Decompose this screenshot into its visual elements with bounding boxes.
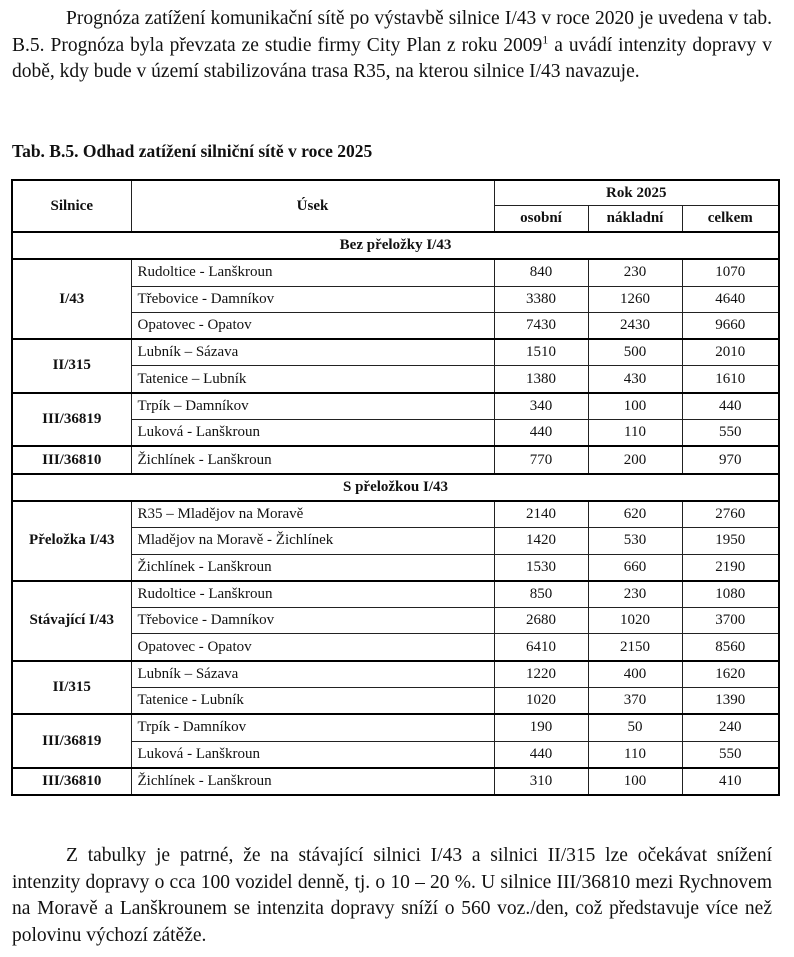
total-value: 9660 bbox=[682, 312, 779, 339]
footnote-reference[interactable]: 1 bbox=[542, 32, 549, 46]
intro-text: Prognóza zatížení komunikační sítě po výstavbě silnice I/43 v roce 2020 je uvedena v tab. B.5. Prognóza byla převzata ze studie firmy City Plan z roku 2009 bbox=[12, 8, 772, 56]
trucks-value: 500 bbox=[588, 339, 682, 366]
trucks-value: 370 bbox=[588, 688, 682, 715]
table-body bbox=[12, 232, 779, 795]
road-name: III/36810 bbox=[12, 768, 131, 795]
trucks-value: 230 bbox=[588, 259, 682, 286]
trucks-value: 200 bbox=[588, 446, 682, 473]
segment-name: Žichlínek - Lanškroun bbox=[131, 768, 494, 795]
total-value: 550 bbox=[682, 420, 779, 447]
segment-name: Lubník – Sázava bbox=[131, 339, 494, 366]
header-nakladni: nákladní bbox=[588, 206, 682, 233]
segment-name: Luková - Lanškroun bbox=[131, 741, 494, 768]
total-value: 3700 bbox=[682, 608, 779, 634]
cars-value: 3380 bbox=[494, 286, 588, 312]
trucks-value: 230 bbox=[588, 581, 682, 608]
cars-value: 440 bbox=[494, 420, 588, 447]
table-caption: Tab. B.5. Odhad zatížení silniční sítě v roce 2025 bbox=[12, 141, 373, 161]
trucks-value: 2150 bbox=[588, 634, 682, 661]
trucks-value: 100 bbox=[588, 768, 682, 795]
trucks-value: 2430 bbox=[588, 312, 682, 339]
road-name: I/43 bbox=[12, 259, 131, 339]
total-value: 410 bbox=[682, 768, 779, 795]
header-rok: Rok 2025 bbox=[494, 180, 779, 206]
cars-value: 190 bbox=[494, 714, 588, 741]
total-value: 4640 bbox=[682, 286, 779, 312]
trucks-value: 430 bbox=[588, 366, 682, 393]
segment-name: Opatovec - Opatov bbox=[131, 634, 494, 661]
cars-value: 1530 bbox=[494, 554, 588, 581]
segment-name: Trpík – Damníkov bbox=[131, 393, 494, 420]
cars-value: 340 bbox=[494, 393, 588, 420]
road-name: III/36819 bbox=[12, 393, 131, 447]
segment-name: Třebovice - Damníkov bbox=[131, 608, 494, 634]
trucks-value: 400 bbox=[588, 661, 682, 688]
cars-value: 7430 bbox=[494, 312, 588, 339]
total-value: 1620 bbox=[682, 661, 779, 688]
road-name: II/315 bbox=[12, 339, 131, 393]
trucks-value: 100 bbox=[588, 393, 682, 420]
section-title: Bez přeložky I/43 bbox=[12, 232, 779, 259]
total-value: 550 bbox=[682, 741, 779, 768]
header-celkem: celkem bbox=[682, 206, 779, 233]
segment-name: Luková - Lanškroun bbox=[131, 420, 494, 447]
cars-value: 850 bbox=[494, 581, 588, 608]
trucks-value: 620 bbox=[588, 501, 682, 528]
intro-paragraph bbox=[12, 6, 772, 86]
segment-name: Lubník – Sázava bbox=[131, 661, 494, 688]
segment-name: Mladějov na Moravě - Žichlínek bbox=[131, 528, 494, 554]
conclusion-paragraph: Z tabulky je patrné, že na stávající silnici I/43 a silnici II/315 lze očekávat snížení intenzity dopravy o cca 100 vozidel denně, tj. o 10 – 20 %. U silnice III/36810 mezi Rychnovem na Moravě a Lanškrounem se intenzita dopravy sníží o 560 voz./den, což představuje více než polovinu výchozí zátěže. bbox=[12, 845, 772, 946]
cars-value: 1020 bbox=[494, 688, 588, 715]
segment-name: Žichlínek - Lanškroun bbox=[131, 554, 494, 581]
table-header bbox=[12, 180, 779, 232]
trucks-value: 1020 bbox=[588, 608, 682, 634]
cars-value: 440 bbox=[494, 741, 588, 768]
road-name: III/36819 bbox=[12, 714, 131, 768]
segment-name: Žichlínek - Lanškroun bbox=[131, 446, 494, 473]
table-row bbox=[12, 446, 779, 473]
total-value: 970 bbox=[682, 446, 779, 473]
segment-name: Třebovice - Damníkov bbox=[131, 286, 494, 312]
segment-name: Opatovec - Opatov bbox=[131, 312, 494, 339]
table-row bbox=[12, 714, 779, 741]
total-value: 1390 bbox=[682, 688, 779, 715]
total-value: 240 bbox=[682, 714, 779, 741]
road-name: III/36810 bbox=[12, 446, 131, 473]
total-value: 1950 bbox=[682, 528, 779, 554]
trucks-value: 530 bbox=[588, 528, 682, 554]
segment-name: R35 – Mladějov na Moravě bbox=[131, 501, 494, 528]
header-osobni: osobní bbox=[494, 206, 588, 233]
total-value: 440 bbox=[682, 393, 779, 420]
road-name: Přeložka I/43 bbox=[12, 501, 131, 581]
section-row bbox=[12, 474, 779, 501]
segment-name: Tatenice – Lubník bbox=[131, 366, 494, 393]
cars-value: 1510 bbox=[494, 339, 588, 366]
total-value: 2190 bbox=[682, 554, 779, 581]
table-row bbox=[12, 768, 779, 795]
trucks-value: 110 bbox=[588, 741, 682, 768]
cars-value: 310 bbox=[494, 768, 588, 795]
table-row bbox=[12, 661, 779, 688]
road-name: II/315 bbox=[12, 661, 131, 715]
trucks-value: 1260 bbox=[588, 286, 682, 312]
table-row bbox=[12, 393, 779, 420]
table-row bbox=[12, 259, 779, 286]
total-value: 1080 bbox=[682, 581, 779, 608]
segment-name: Rudoltice - Lanškroun bbox=[131, 581, 494, 608]
total-value: 8560 bbox=[682, 634, 779, 661]
cars-value: 770 bbox=[494, 446, 588, 473]
cars-value: 1220 bbox=[494, 661, 588, 688]
cars-value: 1380 bbox=[494, 366, 588, 393]
header-silnice: Silnice bbox=[12, 180, 131, 232]
trucks-value: 50 bbox=[588, 714, 682, 741]
cars-value: 6410 bbox=[494, 634, 588, 661]
total-value: 1070 bbox=[682, 259, 779, 286]
segment-name: Tatenice - Lubník bbox=[131, 688, 494, 715]
section-row bbox=[12, 232, 779, 259]
trucks-value: 660 bbox=[588, 554, 682, 581]
cars-value: 840 bbox=[494, 259, 588, 286]
table-row bbox=[12, 339, 779, 366]
total-value: 1610 bbox=[682, 366, 779, 393]
road-name: Stávající I/43 bbox=[12, 581, 131, 661]
total-value: 2010 bbox=[682, 339, 779, 366]
header-usek: Úsek bbox=[131, 180, 494, 232]
segment-name: Rudoltice - Lanškroun bbox=[131, 259, 494, 286]
section-title: S přeložkou I/43 bbox=[12, 474, 779, 501]
intro-text-continued: a uvádí intenzity dopravy v době, kdy bude v území stabilizována trasa R35, na kterou silnice I/43 navazuje. bbox=[12, 34, 772, 82]
table-row bbox=[12, 501, 779, 528]
table-row bbox=[12, 581, 779, 608]
total-value: 2760 bbox=[682, 501, 779, 528]
segment-name: Trpík - Damníkov bbox=[131, 714, 494, 741]
cars-value: 2680 bbox=[494, 608, 588, 634]
cars-value: 1420 bbox=[494, 528, 588, 554]
trucks-value: 110 bbox=[588, 420, 682, 447]
traffic-table bbox=[11, 179, 780, 796]
cars-value: 2140 bbox=[494, 501, 588, 528]
